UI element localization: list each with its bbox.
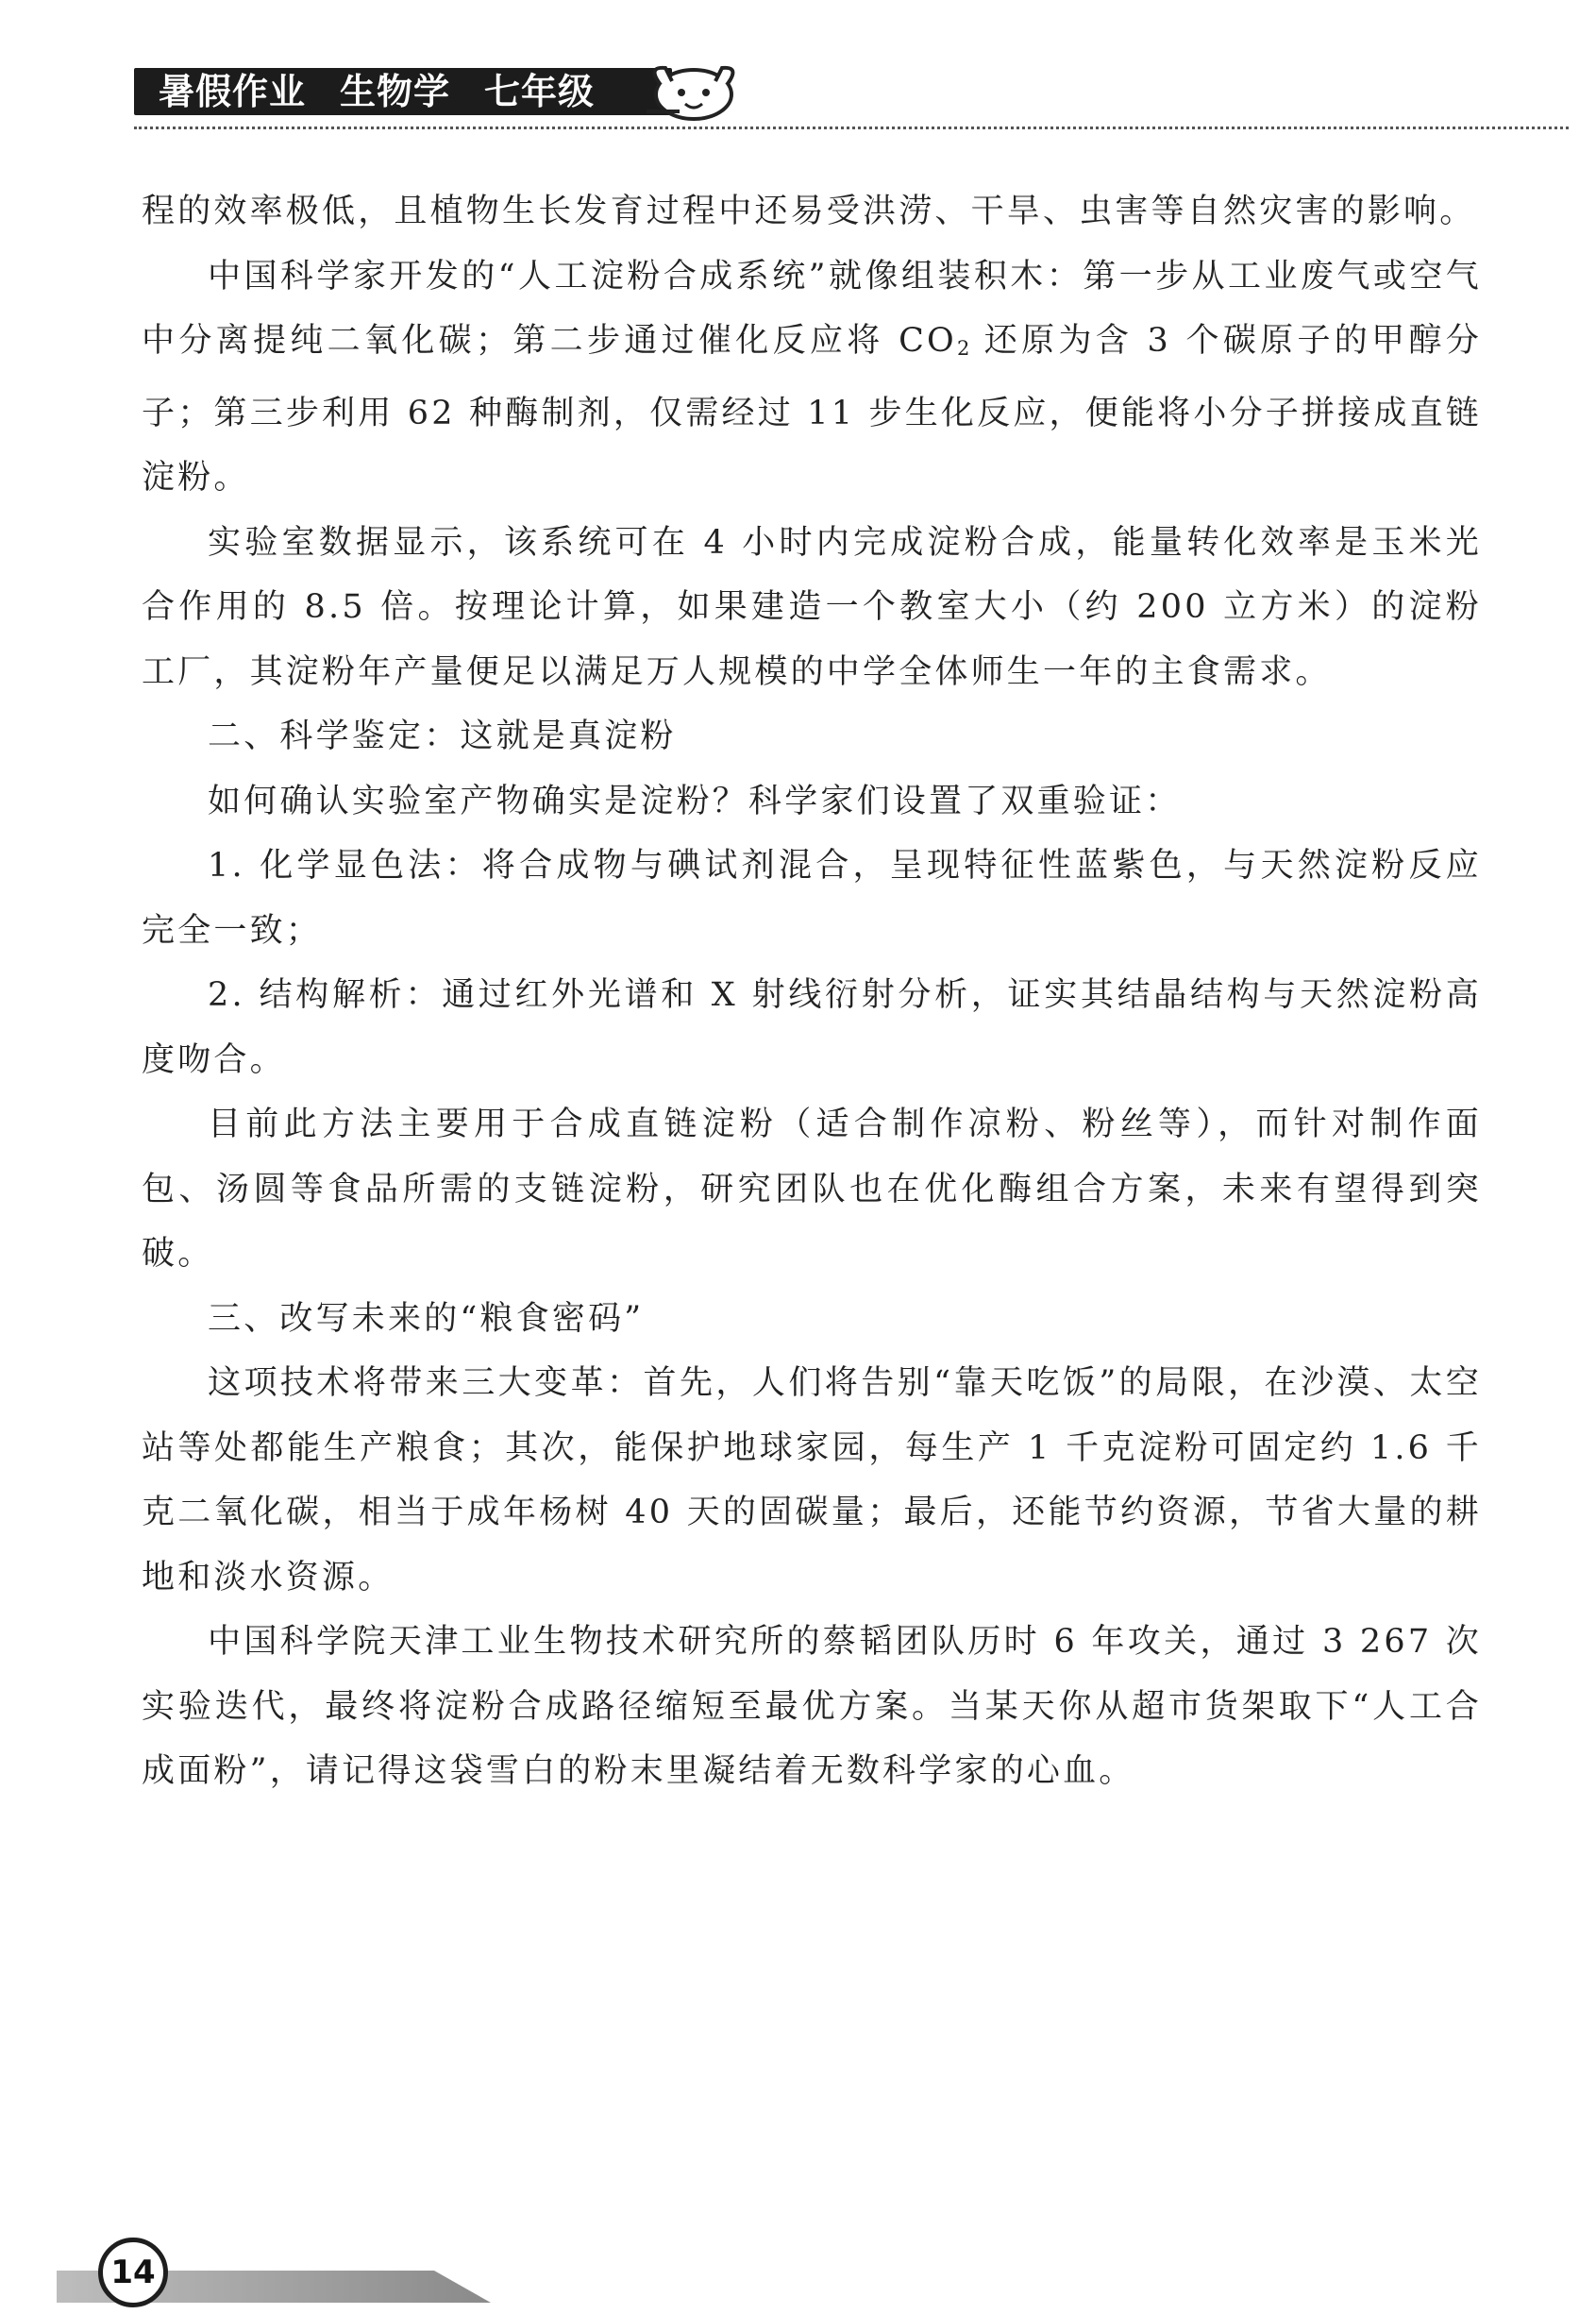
paragraph-2-part-a: 中国科学家开发的“人工淀粉合成系统”就像组装积木：第一步从工业废气或空气中分离提纯二氧化碳；第二步通过催化反应将 CO [142,257,1482,360]
header-divider [134,127,1569,129]
paragraph-2-part-b: 还原为含 3 个碳原子的甲醇分子；第三步利用 62 种酶制剂，仅需经过 11 步生化反应，便能将小分子拼接成直链淀粉。 [142,322,1482,498]
paragraph-2 [142,245,1482,511]
header-title [159,72,629,111]
page-number: 14 [98,2238,168,2307]
paragraph-7: 目前此方法主要用于合成直链淀粉（适合制作凉粉、粉丝等），而针对制作面包、汤圆等食品所需的支链淀粉，研究团队也在优化酶组合方案，未来有望得到突破。 [142,1106,1482,1274]
header-title-series: 暑假作业 [159,71,307,112]
header-title-subject: 生物学 [340,71,451,112]
paragraph-4: 如何确认实验室产物确实是淀粉？科学家们设置了双重验证： [208,782,1182,820]
section-heading-3: 三、改写未来的“粮食密码” [208,1299,645,1338]
paragraph-6: 2. 结构解析：通过红外光谱和 X 射线衍射分析，证实其结晶结构与天然淀粉高度吻合。 [142,976,1482,1079]
paragraph-1: 程的效率极低，且植物生长发育过程中还易受洪涝、干旱、虫害等自然灾害的影响。 [142,193,1476,230]
paragraph-5: 1. 化学显色法：将合成物与碘试剂混合，呈现特征性蓝紫色，与天然淀粉反应完全一致； [142,847,1482,950]
mascot-icon [642,57,746,123]
section-heading-2: 二、科学鉴定：这就是真淀粉 [208,718,677,756]
article-body [142,179,1482,1804]
paragraph-9: 中国科学院天津工业生物技术研究所的蔡韬团队历时 6 年攻关，通过 3 267 次实验迭代，最终将淀粉合成路径缩短至最优方案。当某天你从超市货架取下“人工合成面粉”，请记得这袋雪白的粉末里凝结着无数科学家的心血。 [142,1623,1482,1791]
paragraph-8: 这项技术将带来三大变革：首先，人们将告别“靠天吃饭”的局限，在沙漠、太空站等处都能生产粮食；其次，能保护地球家园，每生产 1 千克淀粉可固定约 1.6 千克二氧化碳，相当于成年杨树 40 天的固碳量；最后，还能节约资源，节省大量的耕地和淡水资源。 [142,1364,1482,1596]
paragraph-3: 实验室数据显示，该系统可在 4 小时内完成淀粉合成，能量转化效率是玉米光合作用的 8.5 倍。按理论计算，如果建造一个教室大小（约 200 立方米）的淀粉工厂，其淀粉年产量便足以满足万人规模的中学全体师生一年的主食需求。 [142,523,1482,691]
co2-subscript: 2 [956,337,970,361]
header-title-grade: 七年级 [484,71,596,112]
